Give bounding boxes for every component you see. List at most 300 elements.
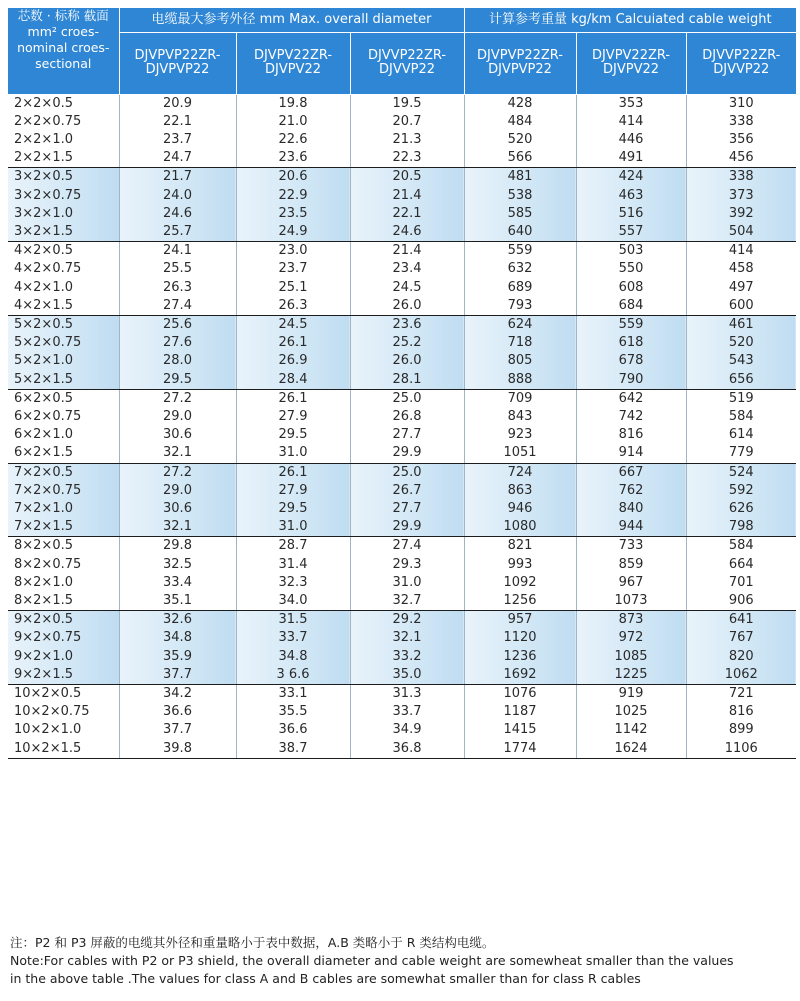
weight-value: 519	[728, 390, 754, 406]
weight-value: 497	[728, 279, 754, 295]
diameter-value: 34.0	[278, 592, 308, 608]
spec-value: 3×2×1.5	[14, 223, 74, 239]
weight-cell	[686, 611, 796, 685]
weight-value: 640	[507, 223, 533, 239]
diameter-value: 21.4	[392, 187, 422, 203]
diameter-cell	[119, 315, 236, 389]
corner-line: croes-nominal	[17, 24, 99, 55]
weight-value: 503	[618, 243, 644, 259]
weight-value: 592	[728, 482, 754, 498]
diameter-value: 37.7	[163, 722, 192, 738]
diameter-value: 24.5	[392, 279, 422, 295]
weight-value: 946	[507, 500, 533, 516]
spec-value: 8×2×0.75	[14, 556, 82, 572]
weight-value: 684	[618, 297, 644, 313]
weight-cell	[686, 685, 796, 759]
diameter-value: 26.1	[278, 390, 308, 406]
diameter-cell	[236, 463, 350, 537]
diameter-value: 19.8	[278, 95, 308, 111]
weight-value: 899	[728, 722, 754, 738]
spec-value: 6×2×0.75	[14, 408, 82, 424]
diameter-value: 33.7	[278, 630, 308, 646]
diameter-cell	[350, 94, 464, 168]
spec-value: 2×2×1.0	[14, 131, 74, 147]
spec-value: 7×2×0.5	[14, 464, 74, 480]
diameter-value: 27.7	[392, 427, 422, 443]
diameter-value: 28.7	[278, 538, 308, 554]
diameter-value: 26.7	[392, 482, 422, 498]
weight-cell	[464, 315, 576, 389]
diameter-value: 32.6	[163, 612, 192, 628]
diameter-cell	[350, 242, 464, 316]
weight-value: 798	[728, 519, 754, 535]
footnote	[10, 934, 800, 988]
diameter-value: 29.0	[163, 408, 192, 424]
diameter-value: 29.9	[392, 519, 422, 535]
table-body	[8, 94, 796, 758]
weight-value: 664	[728, 556, 754, 572]
weight-value: 520	[507, 131, 533, 147]
diameter-cell	[119, 611, 236, 685]
diameter-cell	[236, 611, 350, 685]
weight-value: 428	[507, 95, 533, 111]
weight-cell	[686, 94, 796, 168]
weight-cell	[464, 168, 576, 242]
weight-value: 632	[507, 261, 533, 277]
weight-value: 972	[618, 630, 644, 646]
weight-value: 779	[728, 445, 754, 461]
spec-cell	[8, 168, 119, 242]
diameter-value: 3 6.6	[276, 666, 310, 682]
weight-value: 463	[618, 187, 644, 203]
diameter-cell	[119, 389, 236, 463]
diameter-cell	[350, 685, 464, 759]
weight-value: 1092	[503, 574, 537, 590]
weight-value: 481	[507, 169, 533, 185]
spec-value: 10×2×0.75	[14, 704, 90, 720]
weight-value: 733	[618, 538, 644, 554]
weight-group-header: 计算参考重量 kg/km Calcuiated cable weight	[464, 8, 796, 32]
diameter-value: 25.2	[392, 335, 422, 351]
model-name: DJVPVP22	[134, 48, 199, 63]
diameter-value: 26.3	[163, 279, 192, 295]
weight-value: 491	[618, 150, 644, 166]
diameter-group-header: 电缆最大参考外径 mm Max. overall diameter	[119, 8, 464, 32]
weight-value: 859	[618, 556, 644, 572]
weight-value: 919	[618, 686, 644, 701]
diameter-value: 20.7	[392, 113, 422, 129]
spec-value: 7×2×1.0	[14, 500, 74, 516]
weight-cell	[464, 94, 576, 168]
diameter-cell	[236, 242, 350, 316]
diameter-value: 28.0	[163, 353, 192, 369]
model-name-zr: ZR-DJVPV22	[264, 48, 333, 77]
diameter-value: 36.6	[163, 704, 192, 720]
diameter-value: 27.2	[163, 464, 192, 480]
model-name-zr: ZR-DJVPVP22	[488, 48, 563, 77]
model-header	[236, 32, 350, 94]
diameter-value: 24.0	[163, 187, 192, 203]
footnote-chinese: 注：P2 和 P3 屏蔽的电缆其外径和重量略小于表中数据，A.B 类略小于 R 类结构电缆。	[10, 935, 495, 950]
diameter-cell	[119, 685, 236, 759]
weight-value: 584	[728, 538, 754, 554]
spec-value: 8×2×1.0	[14, 574, 74, 590]
weight-value: 1225	[614, 666, 648, 682]
weight-cell	[686, 242, 796, 316]
diameter-cell	[350, 168, 464, 242]
weight-value: 456	[728, 150, 754, 166]
diameter-value: 31.0	[278, 445, 308, 461]
weight-value: 957	[507, 612, 533, 628]
diameter-value: 28.1	[392, 371, 422, 387]
diameter-value: 32.1	[163, 445, 192, 461]
diameter-value: 20.6	[278, 169, 308, 185]
weight-cell	[686, 463, 796, 537]
weight-value: 458	[728, 261, 754, 277]
spec-value: 2×2×0.5	[14, 95, 74, 111]
weight-value: 816	[618, 427, 644, 443]
diameter-value: 25.1	[278, 279, 308, 295]
spec-value: 6×2×1.5	[14, 445, 74, 461]
weight-cell	[686, 537, 796, 611]
diameter-value: 34.9	[392, 722, 422, 738]
weight-value: 1120	[503, 630, 537, 646]
weight-value: 1106	[724, 740, 758, 756]
weight-cell	[464, 611, 576, 685]
weight-value: 790	[618, 371, 644, 387]
weight-value: 566	[507, 150, 533, 166]
weight-value: 1080	[503, 519, 537, 535]
spec-value: 3×2×0.75	[14, 187, 82, 203]
weight-value: 338	[728, 169, 754, 185]
weight-value: 626	[728, 500, 754, 516]
model-name: DJVVP22	[702, 48, 759, 63]
weight-cell	[686, 315, 796, 389]
weight-value: 709	[507, 390, 533, 406]
model-header	[576, 32, 686, 94]
weight-value: 689	[507, 279, 533, 295]
weight-value: 742	[618, 408, 644, 424]
diameter-value: 22.9	[278, 187, 308, 203]
diameter-value: 29.3	[392, 556, 422, 572]
weight-value: 414	[618, 113, 644, 129]
diameter-value: 25.5	[163, 261, 192, 277]
weight-cell	[576, 611, 686, 685]
diameter-value: 27.6	[163, 335, 192, 351]
spec-value: 9×2×1.0	[14, 648, 74, 664]
spec-value: 5×2×0.75	[14, 335, 82, 351]
weight-cell	[686, 168, 796, 242]
model-header	[119, 32, 236, 94]
spec-value: 4×2×1.0	[14, 279, 74, 295]
diameter-value: 33.7	[392, 704, 422, 720]
spec-group-row	[8, 315, 796, 389]
weight-value: 1085	[614, 648, 648, 664]
diameter-cell	[119, 242, 236, 316]
spec-value: 8×2×1.5	[14, 592, 74, 608]
diameter-value: 32.5	[163, 556, 192, 572]
diameter-value: 24.6	[392, 223, 422, 239]
diameter-cell	[119, 463, 236, 537]
diameter-value: 36.8	[392, 740, 422, 756]
diameter-cell	[236, 685, 350, 759]
diameter-value: 34.2	[163, 686, 192, 701]
diameter-value: 23.7	[278, 261, 308, 277]
spec-group-row	[8, 242, 796, 316]
diameter-value: 21.4	[392, 243, 422, 259]
weight-value: 793	[507, 297, 533, 313]
diameter-value: 31.3	[392, 686, 422, 701]
diameter-value: 35.9	[163, 648, 192, 664]
model-header	[350, 32, 464, 94]
weight-cell	[576, 537, 686, 611]
weight-value: 873	[618, 612, 644, 628]
weight-cell	[686, 389, 796, 463]
diameter-value: 29.0	[163, 482, 192, 498]
model-name: DJVPV22	[591, 48, 648, 63]
weight-value: 524	[728, 464, 754, 480]
spec-value: 7×2×1.5	[14, 519, 74, 535]
footnote-english-line-2: in the above table .The values for class A and B cables are somewhat smaller than for class R cables	[10, 971, 641, 986]
weight-value: 993	[507, 556, 533, 572]
diameter-value: 33.4	[163, 574, 192, 590]
weight-value: 656	[728, 371, 754, 387]
weight-value: 1051	[503, 445, 537, 461]
weight-value: 762	[618, 482, 644, 498]
spec-column-header	[8, 8, 119, 94]
diameter-value: 23.7	[163, 131, 192, 147]
weight-value: 614	[728, 427, 754, 443]
weight-value: 1076	[503, 686, 537, 701]
spec-value: 5×2×1.0	[14, 353, 74, 369]
spec-cell	[8, 242, 119, 316]
weight-value: 1025	[614, 704, 648, 720]
weight-value: 446	[618, 131, 644, 147]
diameter-value: 23.0	[278, 243, 308, 259]
weight-value: 608	[618, 279, 644, 295]
diameter-value: 22.3	[392, 150, 422, 166]
model-name-zr: ZR-DJVVP22	[379, 48, 447, 77]
model-header	[686, 32, 796, 94]
diameter-value: 31.0	[392, 574, 422, 590]
diameter-value: 33.2	[392, 648, 422, 664]
weight-value: 310	[728, 95, 754, 111]
spec-value: 10×2×1.0	[14, 722, 82, 738]
model-name: DJVVP22	[367, 48, 424, 63]
diameter-value: 23.4	[392, 261, 422, 277]
weight-value: 718	[507, 335, 533, 351]
diameter-value: 21.0	[278, 113, 308, 129]
weight-value: 1142	[614, 722, 648, 738]
spec-group-row	[8, 685, 796, 759]
spec-group-row	[8, 537, 796, 611]
table-header	[8, 8, 796, 94]
diameter-value: 35.0	[392, 666, 422, 682]
diameter-value: 24.1	[163, 243, 192, 259]
diameter-cell	[236, 537, 350, 611]
model-name-zr: ZR-DJVPVP22	[145, 48, 221, 77]
diameter-value: 23.6	[278, 150, 308, 166]
spec-value: 10×2×0.5	[14, 686, 82, 701]
diameter-value: 32.7	[392, 592, 422, 608]
diameter-value: 22.6	[278, 131, 308, 147]
diameter-value: 29.9	[392, 445, 422, 461]
cable-spec-table	[8, 8, 796, 759]
spec-group-row	[8, 168, 796, 242]
weight-value: 1187	[503, 704, 537, 720]
diameter-value: 26.1	[278, 464, 308, 480]
weight-cell	[576, 463, 686, 537]
corner-line: 截面 mm²	[27, 8, 109, 39]
weight-value: 914	[618, 445, 644, 461]
weight-value: 338	[728, 113, 754, 129]
weight-value: 550	[618, 261, 644, 277]
diameter-cell	[119, 94, 236, 168]
diameter-value: 29.5	[278, 427, 308, 443]
diameter-value: 24.9	[278, 223, 308, 239]
weight-value: 641	[728, 612, 754, 628]
diameter-value: 29.5	[163, 371, 192, 387]
spec-value: 7×2×0.75	[14, 482, 82, 498]
weight-value: 600	[728, 297, 754, 313]
spec-value: 6×2×1.0	[14, 427, 74, 443]
diameter-value: 23.6	[392, 316, 422, 332]
diameter-value: 25.0	[392, 464, 422, 480]
diameter-value: 21.7	[163, 169, 192, 185]
weight-value: 557	[618, 223, 644, 239]
diameter-value: 35.1	[163, 592, 192, 608]
spec-value: 4×2×1.5	[14, 297, 74, 313]
spec-cell	[8, 463, 119, 537]
weight-value: 414	[728, 243, 754, 259]
diameter-value: 22.1	[392, 205, 422, 221]
weight-value: 424	[618, 169, 644, 185]
weight-value: 724	[507, 464, 533, 480]
spec-cell	[8, 685, 119, 759]
diameter-cell	[236, 315, 350, 389]
diameter-value: 20.5	[392, 169, 422, 185]
spec-value: 4×2×0.5	[14, 243, 74, 259]
model-name-zr: ZR-DJVPV22	[603, 48, 671, 77]
diameter-value: 27.9	[278, 408, 308, 424]
weight-value: 392	[728, 205, 754, 221]
diameter-value: 26.0	[392, 353, 422, 369]
weight-value: 767	[728, 630, 754, 646]
spec-cell	[8, 389, 119, 463]
diameter-cell	[350, 537, 464, 611]
diameter-cell	[350, 315, 464, 389]
diameter-value: 32.1	[392, 630, 422, 646]
spec-value: 8×2×0.5	[14, 538, 74, 554]
spec-value: 2×2×1.5	[14, 150, 74, 166]
spec-group-row	[8, 463, 796, 537]
weight-value: 678	[618, 353, 644, 369]
spec-cell	[8, 611, 119, 685]
weight-value: 516	[618, 205, 644, 221]
weight-value: 504	[728, 223, 754, 239]
diameter-cell	[350, 463, 464, 537]
diameter-value: 29.2	[392, 612, 422, 628]
weight-value: 701	[728, 574, 754, 590]
diameter-value: 35.5	[278, 704, 308, 720]
diameter-cell	[119, 168, 236, 242]
spec-value: 5×2×0.5	[14, 316, 74, 332]
weight-value: 373	[728, 187, 754, 203]
diameter-value: 27.9	[278, 482, 308, 498]
weight-value: 356	[728, 131, 754, 147]
spec-group-row	[8, 389, 796, 463]
model-header	[464, 32, 576, 94]
model-name: DJVPVP22	[477, 48, 541, 63]
corner-line: 芯数 · 标称	[17, 8, 80, 23]
weight-value: 944	[618, 519, 644, 535]
diameter-value: 36.6	[278, 722, 308, 738]
diameter-value: 34.8	[163, 630, 192, 646]
diameter-value: 19.5	[392, 95, 422, 111]
diameter-value: 27.4	[163, 297, 192, 313]
weight-value: 906	[728, 592, 754, 608]
weight-value: 559	[507, 243, 533, 259]
diameter-value: 30.6	[163, 500, 192, 516]
weight-value: 840	[618, 500, 644, 516]
weight-value: 1062	[724, 666, 758, 682]
weight-value: 923	[507, 427, 533, 443]
weight-value: 1624	[614, 740, 648, 756]
spec-value: 3×2×0.5	[14, 169, 74, 185]
weight-cell	[464, 242, 576, 316]
diameter-value: 22.1	[163, 113, 192, 129]
weight-cell	[464, 389, 576, 463]
diameter-value: 26.8	[392, 408, 422, 424]
diameter-value: 31.5	[278, 612, 308, 628]
weight-value: 484	[507, 113, 533, 129]
diameter-value: 26.9	[278, 353, 308, 369]
weight-value: 520	[728, 335, 754, 351]
diameter-value: 20.9	[163, 95, 192, 111]
spec-value: 6×2×0.5	[14, 390, 74, 406]
weight-cell	[464, 537, 576, 611]
weight-value: 1256	[503, 592, 537, 608]
weight-cell	[576, 685, 686, 759]
spec-group-row	[8, 94, 796, 168]
diameter-value: 26.1	[278, 335, 308, 351]
spec-group-row	[8, 611, 796, 685]
spec-value: 9×2×1.5	[14, 666, 74, 682]
weight-cell	[576, 242, 686, 316]
diameter-value: 26.3	[278, 297, 308, 313]
weight-cell	[576, 94, 686, 168]
diameter-cell	[236, 94, 350, 168]
diameter-value: 34.8	[278, 648, 308, 664]
diameter-value: 37.7	[163, 666, 192, 682]
weight-value: 1774	[503, 740, 537, 756]
weight-value: 805	[507, 353, 533, 369]
weight-value: 559	[618, 316, 644, 332]
spec-value: 10×2×1.5	[14, 740, 82, 756]
spec-cell	[8, 537, 119, 611]
weight-cell	[576, 389, 686, 463]
weight-value: 1236	[503, 648, 537, 664]
diameter-value: 23.5	[278, 205, 308, 221]
diameter-cell	[236, 389, 350, 463]
weight-value: 1415	[503, 722, 537, 738]
weight-value: 863	[507, 482, 533, 498]
spec-value: 5×2×1.5	[14, 371, 74, 387]
weight-value: 1073	[614, 592, 648, 608]
diameter-value: 24.5	[278, 316, 308, 332]
diameter-value: 38.7	[278, 740, 308, 756]
weight-value: 1692	[503, 666, 537, 682]
